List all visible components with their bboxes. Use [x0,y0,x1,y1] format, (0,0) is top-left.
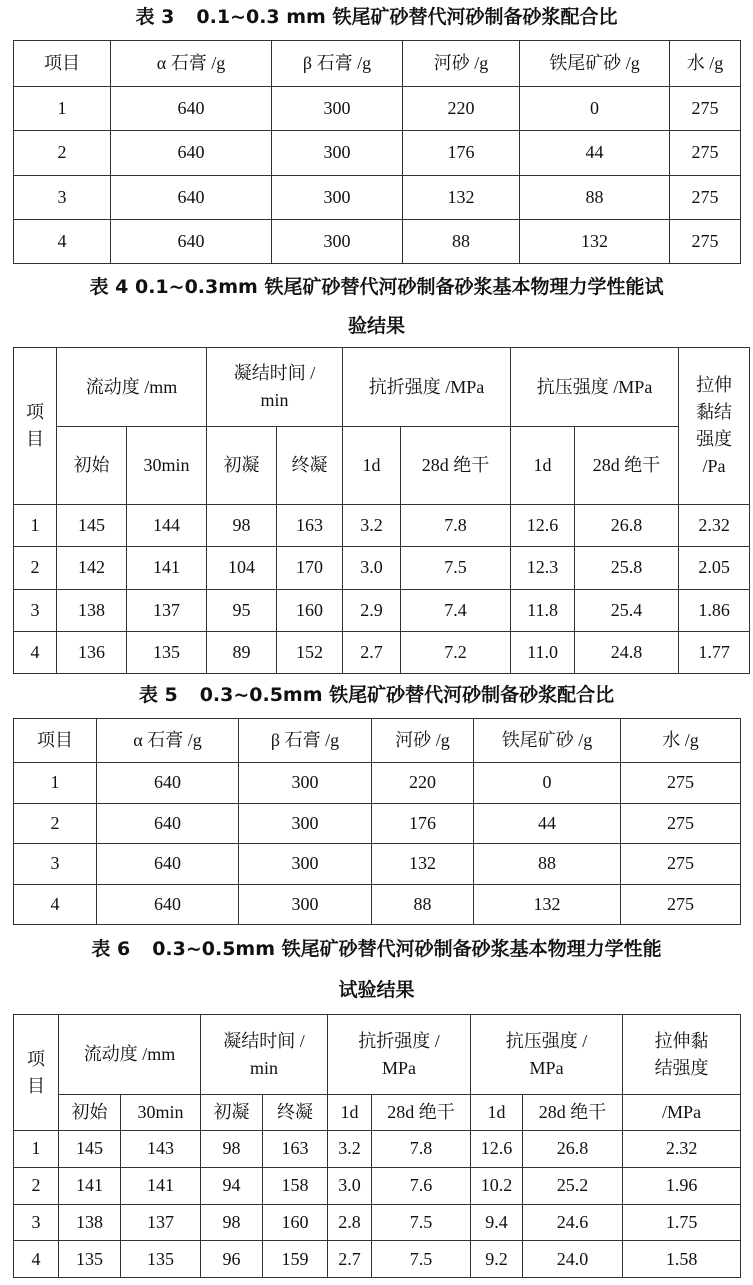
table4-subheader-cell: 1d [511,427,575,505]
table-cell: 1.77 [679,631,750,673]
table3-header-cell: α 石膏 /g [111,41,272,87]
table-cell: 1.58 [623,1241,741,1278]
header-text: 强度 [696,429,733,449]
table5-header-cell: 铁尾矿砂 /g [474,719,621,763]
table-cell: 98 [207,505,277,547]
table-cell: 135 [121,1241,201,1278]
table-cell: 26.8 [575,505,679,547]
table-cell: 275 [670,87,741,131]
table-cell: 136 [57,631,127,673]
table-row [14,1204,741,1241]
table-cell: 1 [14,505,57,547]
header-text: min [260,390,289,410]
header-text: 凝结时间 / [233,363,316,383]
table-cell: 2.8 [328,1204,372,1241]
table5-caption-text: 0.3~0.5mm 铁尾矿砂替代河砂制备砂浆配合比 [199,684,615,706]
table6-subheader-cell: 1d [471,1095,523,1131]
table-cell: 220 [372,763,474,804]
header-text: MPa [529,1057,564,1078]
table-cell: 275 [621,763,741,804]
table-cell: 138 [59,1204,121,1241]
table-cell: 3 [14,589,57,631]
header-text: 目 [26,429,44,449]
table-cell: 7.8 [372,1131,471,1168]
table-cell: 300 [272,131,403,175]
table-row [14,884,741,925]
table6-caption-number: 表 6 [91,938,131,960]
table-cell: 11.8 [511,589,575,631]
table-row [14,844,741,885]
table-cell: 88 [403,219,520,263]
table-cell: 3.0 [343,547,401,589]
table6-header-row [14,1015,741,1095]
table-cell: 3 [14,844,97,885]
table5-caption [0,678,753,712]
table-cell: 275 [621,884,741,925]
table-cell: 2 [14,803,97,844]
table-cell: 0 [474,763,621,804]
header-text: 拉伸黏 [654,1030,709,1051]
table4-header-setting-time [207,348,343,427]
table-cell: 2 [14,547,57,589]
table-cell: 170 [277,547,343,589]
table-cell: 7.6 [372,1167,471,1204]
table-cell: 1 [14,763,97,804]
table-cell: 176 [403,131,520,175]
table4-subheader-cell: 28d 绝干 [575,427,679,505]
table3-header-cell: 项目 [14,41,111,87]
table-cell: 2 [14,131,111,175]
table-cell: 143 [121,1131,201,1168]
table4-caption-line1: 表 4 0.1~0.3mm 铁尾矿砂替代河砂制备砂浆基本物理力学性能试 [89,276,664,298]
table-cell: 98 [201,1131,263,1168]
table-cell: 3 [14,175,111,219]
table3 [13,40,741,264]
table-cell: 132 [403,175,520,219]
header-text: 抗压强度 / [505,1030,588,1051]
table5-header-cell: 项目 [14,719,97,763]
table-cell: 98 [201,1204,263,1241]
table-cell: 89 [207,631,277,673]
table-cell: 11.0 [511,631,575,673]
table-cell: 1.86 [679,589,750,631]
table-cell: 220 [403,87,520,131]
table4-header-fluidity: 流动度 /mm [57,348,207,427]
table-cell: 2.9 [343,589,401,631]
table-cell: 160 [277,589,343,631]
header-text: /Pa [702,456,726,476]
table6-subheader-cell: 终凝 [263,1095,328,1131]
table4-header-item [14,348,57,505]
table-cell: 160 [263,1204,328,1241]
table-cell: 44 [520,131,670,175]
table-cell: 25.8 [575,547,679,589]
table3-header-cell: 水 /g [670,41,741,87]
header-text: 项 [27,1048,45,1069]
table-row [14,87,741,131]
table-cell: 145 [57,505,127,547]
table-cell: 4 [14,219,111,263]
table-cell: 7.2 [401,631,511,673]
table-cell: 132 [372,844,474,885]
table-cell: 96 [201,1241,263,1278]
table-cell: 275 [670,175,741,219]
table3-header-cell: 铁尾矿砂 /g [520,41,670,87]
table-cell: 163 [277,505,343,547]
table-cell: 26.8 [523,1131,623,1168]
table4-header-tensile [679,348,750,505]
header-text: 结强度 [654,1057,709,1078]
table-cell: 275 [621,844,741,885]
header-text: 拉伸 [696,375,733,395]
table-cell: 88 [474,844,621,885]
table-cell: 132 [474,884,621,925]
table6-header-tensile [623,1015,741,1095]
table-cell: 0 [520,87,670,131]
table6-subheader-cell: 30min [121,1095,201,1131]
table-row [14,763,741,804]
table6-caption-text: 0.3~0.5mm 铁尾矿砂替代河砂制备砂浆基本物理力学性能 [152,938,662,960]
table-cell: 300 [272,219,403,263]
table4-subheader-cell: 1d [343,427,401,505]
table-cell: 3.2 [328,1131,372,1168]
table-row [14,547,750,589]
table3-caption-number: 表 3 [135,6,175,28]
table-cell: 141 [59,1167,121,1204]
table-cell: 10.2 [471,1167,523,1204]
table-cell: 300 [272,87,403,131]
table-cell: 640 [97,803,239,844]
header-text: 目 [27,1075,45,1096]
table-row [14,631,750,673]
table5-header-cell: 水 /g [621,719,741,763]
table-cell: 640 [111,87,272,131]
table6-subheader-row [14,1095,741,1131]
table6-header-compressive [471,1015,623,1095]
table-cell: 152 [277,631,343,673]
table-cell: 12.6 [511,505,575,547]
table5-header-cell: β 石膏 /g [239,719,372,763]
table5 [13,718,741,925]
table-cell: 135 [127,631,207,673]
table3-caption-text: 0.1~0.3 mm 铁尾矿砂替代河砂制备砂浆配合比 [196,6,618,28]
table-cell: 94 [201,1167,263,1204]
table6-header-item [14,1015,59,1131]
table-cell: 1.75 [623,1204,741,1241]
table-cell: 4 [14,1241,59,1278]
table6-subheader-unit: /MPa [623,1095,741,1131]
table3-header-row [14,41,741,87]
table-row [14,505,750,547]
table-cell: 135 [59,1241,121,1278]
table-cell: 3.2 [343,505,401,547]
table-cell: 2.7 [328,1241,372,1278]
table6-header-flexural [328,1015,471,1095]
table4-subheader-row [14,427,750,505]
table-cell: 2.7 [343,631,401,673]
table-cell: 12.3 [511,547,575,589]
table3-header-cell: β 石膏 /g [272,41,403,87]
table4 [13,347,750,674]
table6-subheader-cell: 28d 绝干 [372,1095,471,1131]
table-cell: 640 [97,844,239,885]
table-cell: 2.32 [679,505,750,547]
table-cell: 25.2 [523,1167,623,1204]
table-cell: 1 [14,87,111,131]
table-cell: 640 [111,175,272,219]
table4-subheader-cell: 终凝 [277,427,343,505]
table-row [14,1167,741,1204]
table4-subheader-cell: 初凝 [207,427,277,505]
table-cell: 1 [14,1131,59,1168]
table-cell: 44 [474,803,621,844]
table-cell: 141 [127,547,207,589]
table-row [14,589,750,631]
table-cell: 24.6 [523,1204,623,1241]
table-cell: 12.6 [471,1131,523,1168]
table-cell: 159 [263,1241,328,1278]
table-cell: 4 [14,631,57,673]
table-cell: 275 [670,219,741,263]
table-cell: 163 [263,1131,328,1168]
table4-header-row [14,348,750,427]
table-cell: 640 [97,763,239,804]
table-cell: 275 [670,131,741,175]
table4-subheader-cell: 28d 绝干 [401,427,511,505]
header-text: MPa [382,1057,417,1078]
table-cell: 176 [372,803,474,844]
table-row [14,219,741,263]
table-cell: 300 [272,175,403,219]
table-row [14,1131,741,1168]
table-cell: 141 [121,1167,201,1204]
table-cell: 88 [520,175,670,219]
table-cell: 88 [372,884,474,925]
table6-subheader-cell: 1d [328,1095,372,1131]
table-row [14,1241,741,1278]
table6-header-setting-time [201,1015,328,1095]
table3-header-cell: 河砂 /g [403,41,520,87]
header-text: 凝结时间 / [223,1030,305,1051]
header-text: 黏结 [696,402,733,422]
table-cell: 104 [207,547,277,589]
table-cell: 300 [239,844,372,885]
table-cell: 7.5 [401,547,511,589]
table-cell: 144 [127,505,207,547]
header-text: 抗折强度 / [358,1030,440,1051]
table-cell: 7.4 [401,589,511,631]
table5-caption-number: 表 5 [138,684,178,706]
table-cell: 137 [127,589,207,631]
table-cell: 142 [57,547,127,589]
table6-caption-line1 [0,932,753,966]
table-cell: 300 [239,884,372,925]
table-row [14,131,741,175]
table-cell: 9.4 [471,1204,523,1241]
table4-header-compressive: 抗压强度 /MPa [511,348,679,427]
table-cell: 1.96 [623,1167,741,1204]
table-cell: 9.2 [471,1241,523,1278]
table-cell: 640 [97,884,239,925]
table6-subheader-cell: 初凝 [201,1095,263,1131]
table-cell: 24.8 [575,631,679,673]
table-cell: 275 [621,803,741,844]
table6-subheader-cell: 初始 [59,1095,121,1131]
table-cell: 300 [239,763,372,804]
table-cell: 25.4 [575,589,679,631]
table-row [14,803,741,844]
table4-subheader-cell: 30min [127,427,207,505]
table-cell: 640 [111,131,272,175]
table4-subheader-cell: 初始 [57,427,127,505]
table-cell: 2.05 [679,547,750,589]
table-cell: 7.5 [372,1241,471,1278]
table-cell: 7.8 [401,505,511,547]
table-cell: 2.32 [623,1131,741,1168]
table-cell: 95 [207,589,277,631]
table-cell: 4 [14,884,97,925]
table-cell: 24.0 [523,1241,623,1278]
table-cell: 3.0 [328,1167,372,1204]
table-cell: 132 [520,219,670,263]
table5-header-row [14,719,741,763]
table3-caption [0,0,753,34]
table-cell: 3 [14,1204,59,1241]
table4-header-flexural: 抗折强度 /MPa [343,348,511,427]
table4-caption-line2: 验结果 [347,315,405,337]
table5-header-cell: α 石膏 /g [97,719,239,763]
table6-header-fluidity: 流动度 /mm [59,1015,201,1095]
table-cell: 640 [111,219,272,263]
table-cell: 7.5 [372,1204,471,1241]
table6-subheader-cell: 28d 绝干 [523,1095,623,1131]
table-cell: 138 [57,589,127,631]
table-cell: 137 [121,1204,201,1241]
table-cell: 2 [14,1167,59,1204]
table-cell: 158 [263,1167,328,1204]
header-text: min [250,1057,279,1078]
table5-header-cell: 河砂 /g [372,719,474,763]
table-cell: 300 [239,803,372,844]
table-row [14,175,741,219]
table-cell: 145 [59,1131,121,1168]
header-text: 项 [26,402,44,422]
table6 [13,1014,741,1278]
table6-caption-line2: 试验结果 [338,979,415,1001]
